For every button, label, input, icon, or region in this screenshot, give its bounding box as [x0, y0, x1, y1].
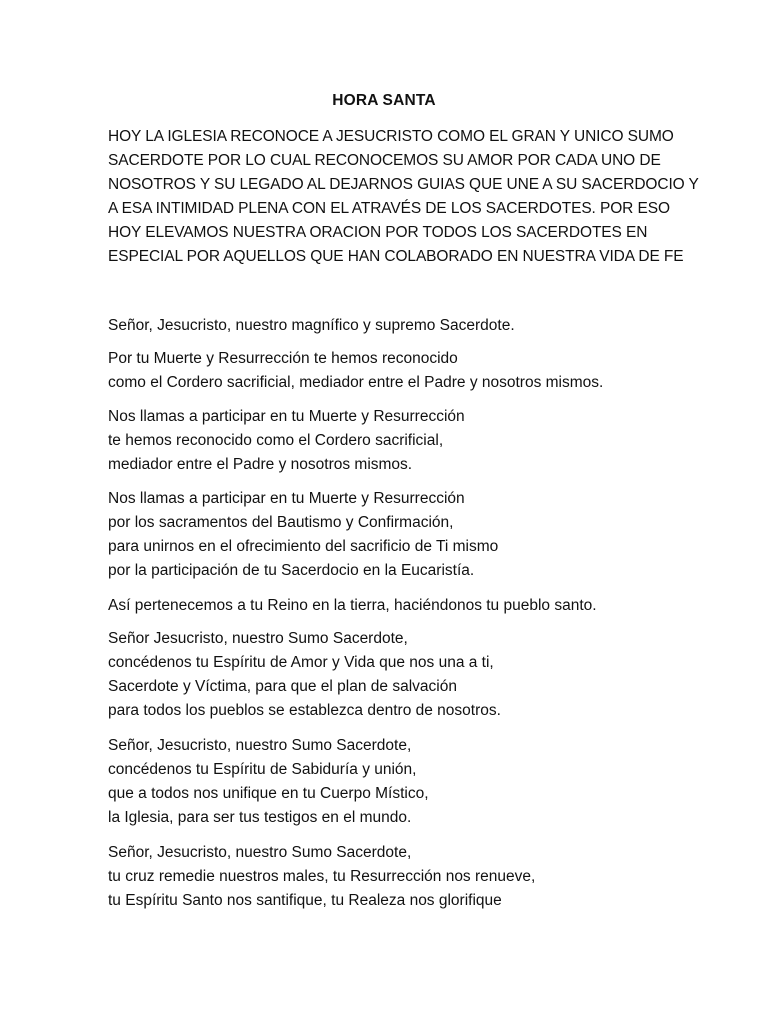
prayer-line: Nos llamas a participar en tu Muerte y Resurrección	[108, 490, 465, 507]
prayer-line: tu cruz remedie nuestros males, tu Resurrección nos renueve,	[108, 868, 536, 885]
prayer-line: por la participación de tu Sacerdocio en la Eucaristía.	[108, 562, 475, 579]
prayer-line: Por tu Muerte y Resurrección te hemos reconocido	[108, 350, 458, 367]
prayer-line: la Iglesia, para ser tus testigos en el mundo.	[108, 809, 412, 826]
intro-paragraph	[108, 125, 699, 269]
intro-line: HOY ELEVAMOS NUESTRA ORACION POR TODOS LOS SACERDOTES EN	[108, 224, 648, 241]
page-title: HORA SANTA	[332, 92, 436, 109]
prayer-line: Nos llamas a participar en tu Muerte y Resurrección	[108, 408, 465, 425]
prayer-line: Señor, Jesucristo, nuestro Sumo Sacerdote,	[108, 737, 412, 754]
prayer-stanza	[108, 627, 668, 723]
prayer-line: por los sacramentos del Bautismo y Confirmación,	[108, 514, 454, 531]
prayer-line: Señor, Jesucristo, nuestro magnífico y supremo Sacerdote.	[108, 317, 515, 334]
prayer-line: Sacerdote y Víctima, para que el plan de salvación	[108, 678, 457, 695]
prayer-line: Señor, Jesucristo, nuestro Sumo Sacerdote,	[108, 844, 412, 861]
prayer-line: te hemos reconocido como el Cordero sacrificial,	[108, 432, 444, 449]
prayer-line: Así pertenecemos a tu Reino en la tierra, haciéndonos tu pueblo santo.	[108, 597, 597, 614]
intro-line: HOY LA IGLESIA RECONOCE A JESUCRISTO COMO EL GRAN Y UNICO SUMO	[108, 128, 674, 145]
prayer-line: tu Espíritu Santo nos santifique, tu Realeza nos glorifique	[108, 892, 502, 909]
prayer-line: como el Cordero sacrificial, mediador entre el Padre y nosotros mismos.	[108, 374, 604, 391]
intro-line: NOSOTROS Y SU LEGADO AL DEJARNOS GUIAS QUE UNE A SU SACERDOCIO Y	[108, 176, 699, 193]
prayer-stanza	[108, 405, 668, 477]
prayer-stanza	[108, 347, 668, 395]
prayer-line: concédenos tu Espíritu de Amor y Vida que nos una a ti,	[108, 654, 494, 671]
prayer-line: mediador entre el Padre y nosotros mismos.	[108, 456, 413, 473]
prayer-line: para todos los pueblos se establezca dentro de nosotros.	[108, 702, 501, 719]
intro-line: SACERDOTE POR LO CUAL RECONOCEMOS SU AMOR POR CADA UNO DE	[108, 152, 661, 169]
prayer-stanza	[108, 841, 668, 913]
prayer-line: para unirnos en el ofrecimiento del sacrificio de Ti mismo	[108, 538, 499, 555]
prayer-stanza	[108, 314, 668, 338]
prayer-line: Señor Jesucristo, nuestro Sumo Sacerdote,	[108, 630, 408, 647]
prayer-line: concédenos tu Espíritu de Sabiduría y unión,	[108, 761, 417, 778]
intro-line: ESPECIAL POR AQUELLOS QUE HAN COLABORADO EN NUESTRA VIDA DE FE	[108, 248, 684, 265]
prayer-stanza	[108, 487, 668, 583]
prayer-stanza	[108, 594, 668, 618]
prayer-line: que a todos nos unifique en tu Cuerpo Místico,	[108, 785, 429, 802]
intro-line: A ESA INTIMIDAD PLENA CON EL ATRAVÉS DE LOS SACERDOTES. POR ESO	[108, 200, 670, 217]
prayer-stanza	[108, 734, 668, 830]
